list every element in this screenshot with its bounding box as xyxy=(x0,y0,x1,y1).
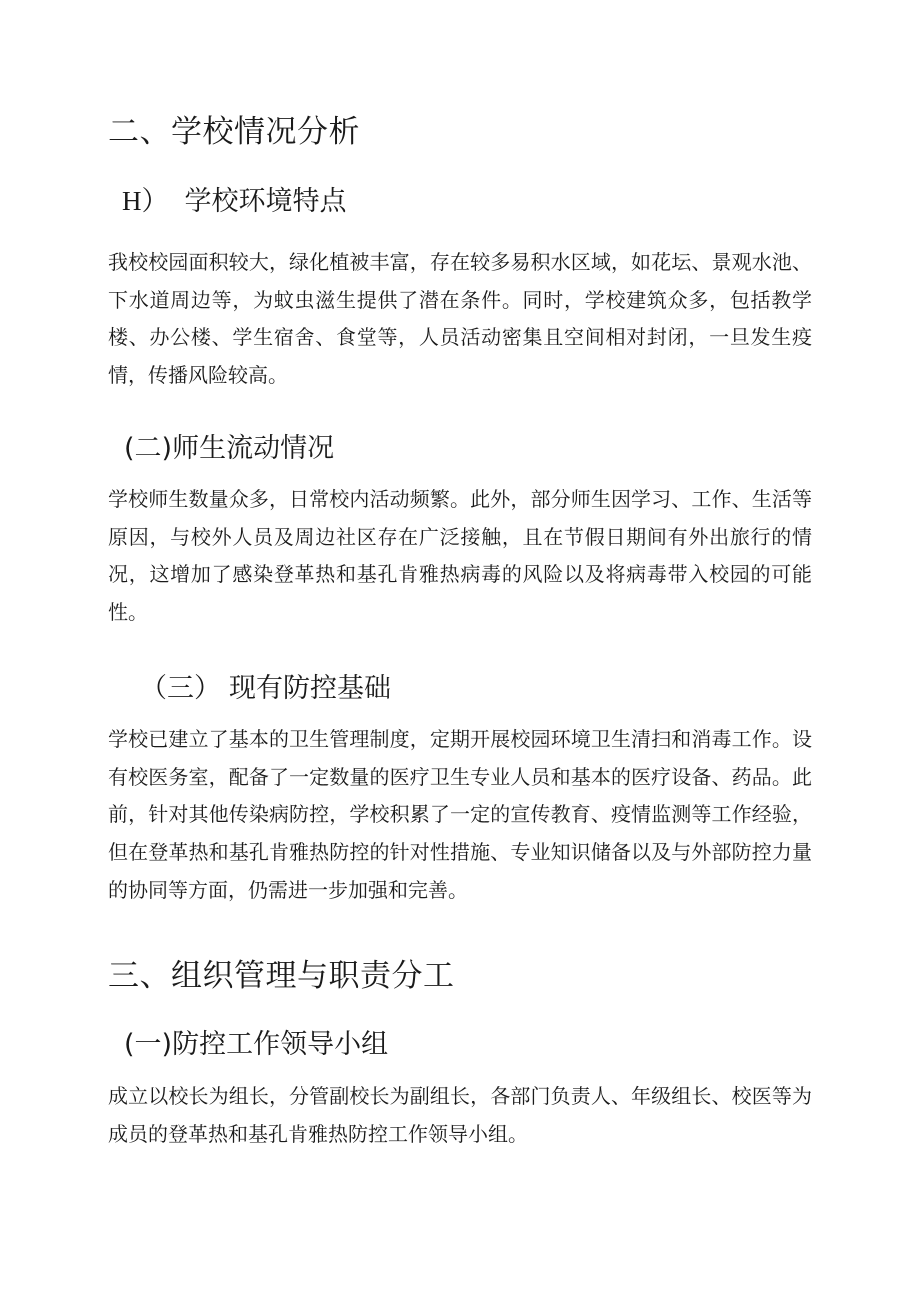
subsection-heading-foundation xyxy=(140,670,391,707)
section-heading-organization: 三、组织管理与职责分工 xyxy=(108,958,455,994)
section-heading-school-analysis: 二、学校情况分析 xyxy=(108,114,360,150)
subsection-title: 现有防控基础 xyxy=(229,673,391,704)
subsection-marker: （三） xyxy=(140,673,221,703)
subsection-marker: H） xyxy=(122,186,169,216)
subsection-heading-mobility: (二)师生流动情况 xyxy=(124,433,335,464)
paragraph-environment: 我校校园面积较大，绿化植被丰富，存在较多易积水区域，如花坛、景观水池、下水道周边等，为蚊虫滋生提供了潜在条件。同时，学校建筑众多，包括教学楼、办公楼、学生宿舍、食堂等，人员活动密集且空间相对封闭，一旦发生疫情，传播风险较高。 xyxy=(108,250,812,388)
paragraph-mobility: 学校师生数量众多，日常校内活动频繁。此外，部分师生因学习、工作、生活等原因，与校外人员及周边社区存在广泛接触，且在节假日期间有外出旅行的情况，这增加了感染登革热和基孔肯雅热病毒的风险以及将病毒带入校园的可能性。 xyxy=(108,487,812,625)
paragraph-leadership: 成立以校长为组长，分管副校长为副组长，各部门负责人、年级组长、校医等为成员的登革热和基孔肯雅热防控工作领导小组。 xyxy=(108,1084,812,1146)
subsection-heading-leadership: (一)防控工作领导小组 xyxy=(124,1029,389,1060)
subsection-heading-environment xyxy=(122,183,347,220)
subsection-title: 学校环境特点 xyxy=(184,186,347,217)
paragraph-foundation: 学校已建立了基本的卫生管理制度，定期开展校园环境卫生清扫和消毒工作。设有校医务室，配备了一定数量的医疗卫生专业人员和基本的医疗设备、药品。此前，针对其他传染病防控，学校积累了一定的宣传教育、疫情监测等工作经验，但在登革热和基孔肯雅热防控的针对性措施、专业知识储备以及与外部防控力量的协同等方面，仍需进一步加强和完善。 xyxy=(108,727,812,902)
